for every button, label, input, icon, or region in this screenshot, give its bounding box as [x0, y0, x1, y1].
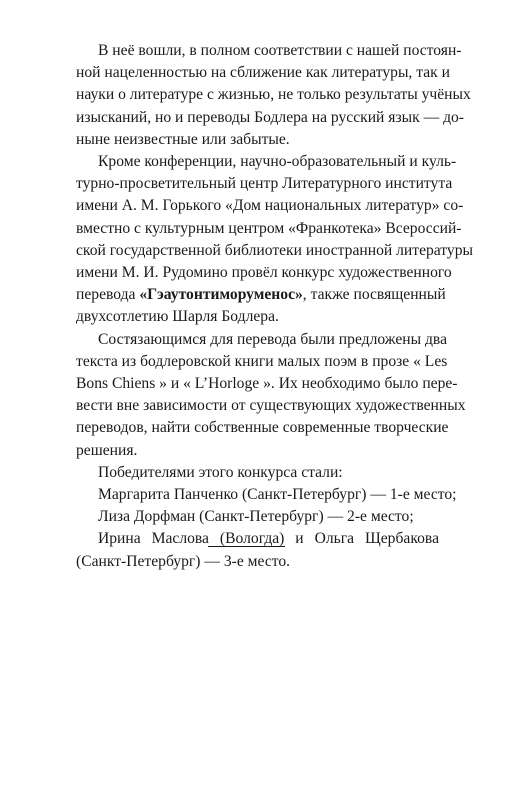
contest-title: «Гэаутонтиморуменос»: [139, 286, 303, 304]
text-line: решения.: [76, 441, 138, 459]
text-line: турно-просветительный центр Литературного института: [76, 175, 453, 193]
text-line: В неё вошли, в полном соответствии с нашей постоян-: [98, 42, 462, 59]
paragraph-2: [76, 151, 473, 329]
text-line: переводов, найти собственные современные творческие: [76, 419, 449, 437]
text-line: науки о литературе с жизнью, не только результаты учёных: [76, 86, 471, 104]
text-line: имени А. М. Горького «Дом национальных литератур» со-: [76, 197, 464, 215]
winners-list: [76, 462, 457, 573]
text-line: текста из бодлеровской книги малых поэм в прозе « Les: [76, 352, 448, 370]
winners-intro: Победителями этого конкурса стали:: [98, 463, 343, 481]
body-text: [76, 40, 473, 573]
text-run: перевода: [76, 286, 140, 304]
winner-third: Ирина Маслова (Вологда) и Ольга Щербакова: [98, 530, 439, 548]
text-run: , также посвященный: [302, 286, 446, 304]
text-line: вести вне зависимости от существующих художественных: [76, 397, 466, 415]
winner-second: Лиза Дорфман (Санкт-Петербург) — 2-е место;: [98, 508, 414, 526]
text-line: изысканий, но и переводы Бодлера на русский язык — до-: [76, 108, 464, 126]
text-line: вместно с культурным центром «Франкотека» Всероссий-: [76, 219, 462, 237]
text-line: [76, 284, 446, 306]
text-line: ной нацеленностью на сближение как литературы, так и: [76, 64, 450, 82]
text-line: Bons Chiens » и « L’Horloge ». Их необходимо было пере-: [76, 375, 458, 393]
section-divider: [208, 546, 285, 547]
text-line: имени М. И. Рудомино провёл конкурс художественного: [76, 264, 452, 282]
paragraph-1: [76, 40, 471, 151]
text-line: двухсотлетию Шарля Бодлера.: [76, 308, 279, 326]
paragraph-3: [76, 329, 466, 462]
text-line: ныне неизвестные или забытые.: [76, 130, 290, 148]
text-line: ской государственной библиотеки иностранной литературы: [76, 241, 473, 259]
winner-first: Маргарита Панченко (Санкт-Петербург) — 1-е место;: [98, 486, 457, 504]
text-line: Состязающимся для перевода были предложены два: [98, 330, 448, 348]
winner-third-continued: (Санкт-Петербург) — 3-е место.: [76, 552, 291, 570]
text-line: Кроме конференции, научно-образовательный и куль-: [98, 153, 457, 171]
